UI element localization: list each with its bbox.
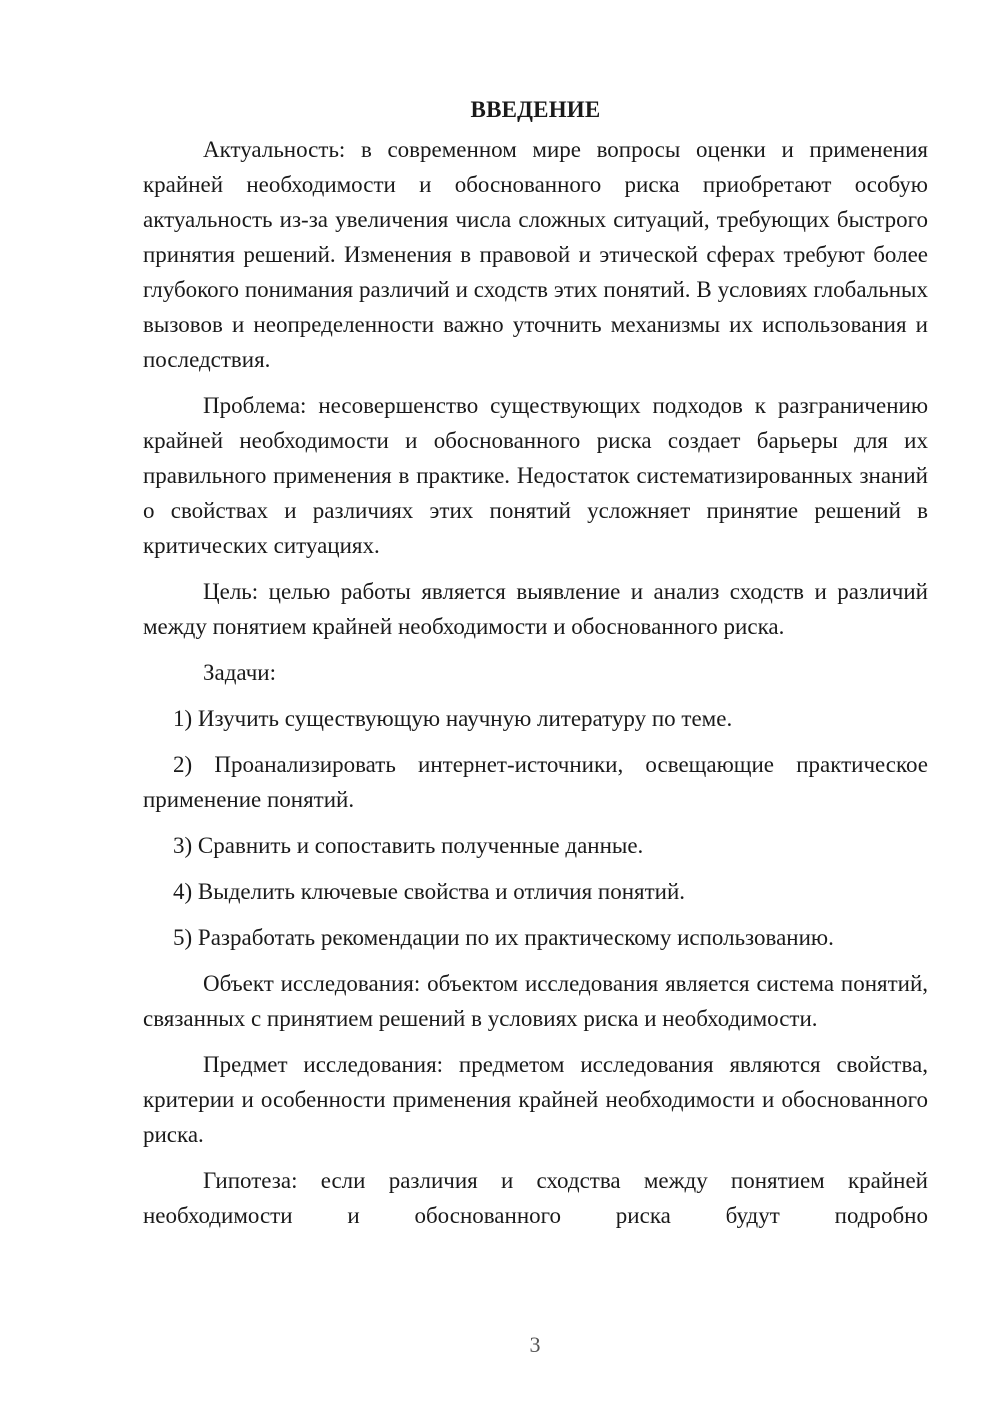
section-title: ВВЕДЕНИЕ xyxy=(470,97,601,122)
task-item: 5) Разработать рекомендации по их практическому использованию. xyxy=(173,925,834,950)
paragraph-subject: Предмет исследования: предметом исследования являются свойства, критерии и особенности применения крайней необходимости и обоснованного риска. xyxy=(143,1052,928,1147)
paragraph-tasks-heading: Задачи: xyxy=(203,660,276,685)
paragraph-goal: Цель: целью работы является выявление и анализ сходств и различий между понятием крайней необходимости и обоснованного риска. xyxy=(143,579,928,639)
paragraph-object: Объект исследования: объектом исследования является система понятий, связанных с принятием решений в условиях риска и необходимости. xyxy=(143,971,928,1031)
task-item: 3) Сравнить и сопоставить полученные данные. xyxy=(173,833,644,858)
paragraph-relevance: Актуальность: в современном мире вопросы оценки и применения крайней необходимости и обоснованного риска приобретают особую актуальность из-за увеличения числа сложных ситуаций, требующих быстрого принятия решений. Изменения в правовой и этической сферах требуют более глубокого понимания различий и сходств этих понятий. В условиях глобальных вызовов и неопределенности важно уточнить механизмы их использования и последствия. xyxy=(143,137,928,372)
paragraph-hypothesis: Гипотеза: если различия и сходства между понятием крайней необходимости и обоснованного риска будут подробно xyxy=(143,1168,928,1228)
page-number: 3 xyxy=(529,1332,541,1357)
paragraph-problem: Проблема: несовершенство существующих подходов к разграничению крайней необходимости и обоснованного риска создает барьеры для их правильного применения в практике. Недостаток систематизированных знаний о свойствах и различиях этих понятий усложняет принятие решений в критических ситуациях. xyxy=(143,393,928,558)
task-item: 2) Проанализировать интернет-источники, освещающие практическое применение понятий. xyxy=(143,752,928,812)
document-page xyxy=(143,92,928,1244)
task-item: 4) Выделить ключевые свойства и отличия понятий. xyxy=(173,879,686,904)
task-item: 1) Изучить существующую научную литературу по теме. xyxy=(173,706,733,731)
